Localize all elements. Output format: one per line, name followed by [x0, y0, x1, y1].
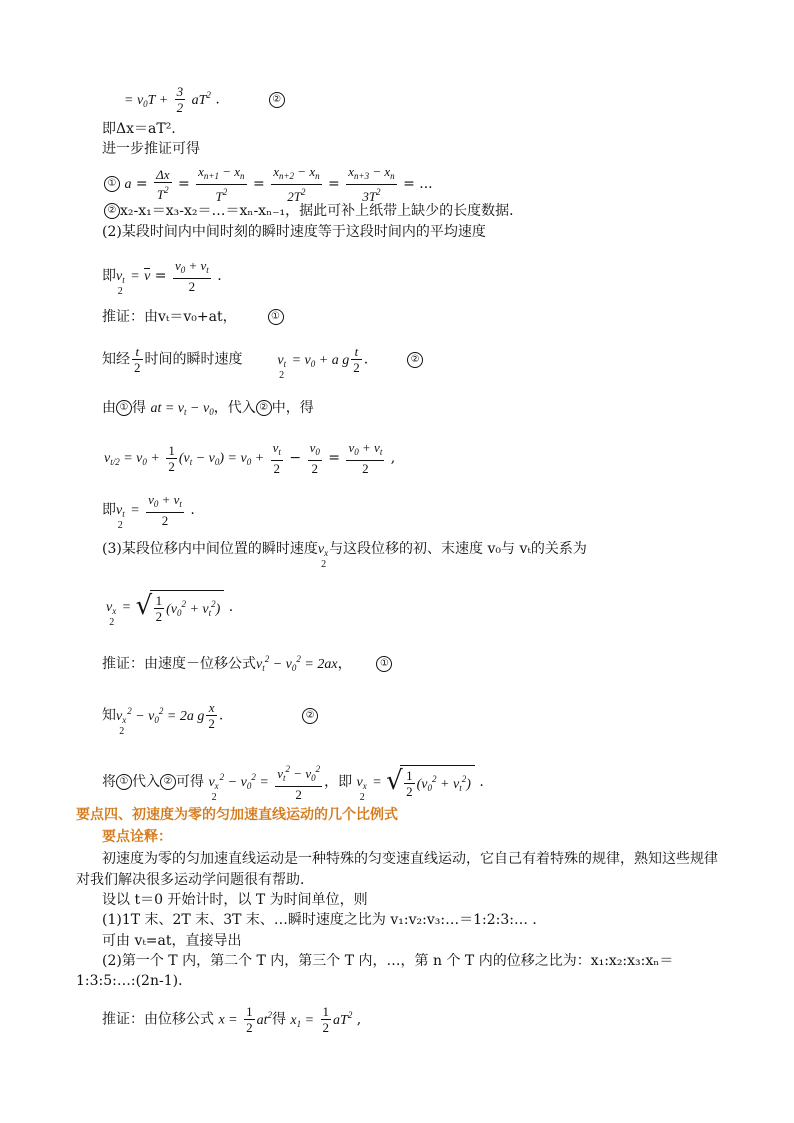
paragraph-velocity-ratio: (1)1T 末、2T 末、3T 末、…瞬时速度之比为 v₁:v₂:v₃:…＝1:2:3:… ．	[102, 912, 547, 928]
equation-marker-2: ②	[104, 203, 120, 219]
text-section-2: (2)某段时间内中间时刻的瞬时速度等于这段时间内的平均速度	[102, 224, 486, 240]
equation-marker-2: ②	[160, 774, 176, 790]
paragraph-time-origin: 设以 t＝0 开始计时，以 T 为时间单位，则	[102, 892, 368, 908]
paragraph-intro-line1: 初速度为零的匀加速直线运动是一种特殊的匀变速直线运动，它自己有着特殊的规律，熟知这些规律	[102, 851, 718, 867]
equation-mid-position-result: 将 ① 代入 ② 可得 $v_{x2}^2 - v_0^2$ = $\frac{v_t^2 - v_0^2}{2}$ ，即 $v_{x2}$ = √ $\frac{1}{2}$ $(v_0^2 + v_t^2)$ .	[102, 764, 484, 803]
section-heading: 要点四、初速度为零的匀加速直线运动的几个比例式	[76, 807, 398, 823]
equation-mid-time-velocity: 即$v_{t2} = v$ = $\frac{v_0 + v_t}{2}$ .	[102, 258, 222, 297]
equation-marker-2: ②	[256, 400, 272, 416]
equation-marker-1: ①	[116, 774, 132, 790]
period: .	[215, 91, 220, 108]
text-proof-velocity-formula: 推证：由vₜ＝v₀+at， ①	[102, 308, 284, 326]
subsection-heading: 要点诠释：	[102, 829, 172, 845]
paragraph-direct-derivation: 可由 vₜ=at，直接导出	[102, 933, 242, 949]
equation-marker-1: ①	[376, 656, 392, 672]
equation-marker-2: ②	[407, 352, 423, 368]
equation-half-time-velocity: 知经 $\frac{t}{2}$ 时间的瞬时速度 $v_{t2} = v_0 + a$ g $\frac{t}{2}$ . ②	[102, 344, 423, 375]
equation-marker-1: ①	[104, 176, 120, 192]
paragraph-displacement-ratio-line2: 1:3:5:…:(2n-1)．	[76, 973, 193, 989]
equation-displacement-formula: 推证：由位移公式 x = $\frac{1}{2}$ $at^2$得 $x_1$ = $\frac{1}{2}$ $aT^2$ ,	[102, 1004, 362, 1035]
paragraph-displacement-ratio-line1: (2)第一个 T 内，第二个 T 内，第三个 T 内，…，第 n 个 T 内的位移之比为：x₁:x₂:x₃:xₙ＝	[102, 953, 674, 969]
equation-marker-2: ②	[302, 708, 318, 724]
text-section-3: (3)某段位移内中间位置的瞬时速度$v_{x2}$与这段位移的初、末速度 v₀与 vₜ的关系为	[102, 541, 587, 570]
equation-half-displacement: 知$v_{x2}^2 - v_0^2 = 2a$ g $\frac{x}{2}$ . ②	[102, 700, 318, 731]
equation-displacement-line: = $v_0T$ + $\frac{3}{2}$ $aT^2$ . ②	[124, 84, 285, 115]
equation-marker-1: ①	[116, 400, 132, 416]
equation-acceleration-chain: ① a = $\frac{\Delta x}{T^2}$ = $\frac{x_{n+1} - x_n}{T^2}$ = $\frac{x_{n+2} - x_n}{2T^2}$ = $\frac{x_{n+3} - x_n}{3T^2}$ = ...	[104, 164, 433, 204]
equation-marker-1: ①	[268, 309, 284, 325]
equation-mid-position-velocity: $v_{x2}$ = √ $\frac{1}{2}$ $(v_0^2 + v_t^2)$ .	[106, 591, 234, 628]
consecutive-differences-text: x₂-x₁＝x₃-x₂＝…＝xₙ-xₙ₋₁，据此可补上纸带上缺少的长度数据．	[120, 203, 524, 219]
text-consecutive-differences	[104, 202, 523, 220]
text-substitution: 由 ① 得 at = $v_t - v_0$，代入 ② 中，得	[102, 400, 314, 417]
text-further-proof: 进一步推证可得	[102, 141, 200, 157]
text-proof-velocity-displacement: 推证：由速度－位移公式$v_t^2 - v_0^2 = 2ax$， ①	[102, 650, 392, 677]
equation-marker-2: ②	[269, 92, 285, 108]
text-delta-x: 即Δx＝aT².	[102, 121, 176, 137]
equation-mid-time-derivation: $v_{t/2} = v_0$ + $\frac{1}{2}$ $(v_t - v_0) = v_0$ + $\frac{v_t}{2}$ − $\frac{v_0}{2}$ = $\frac{v_0 + v_t}{2}$ ,	[104, 440, 396, 476]
equation-mid-time-result: 即$v_{t2}$ = $\frac{v_0 + v_t}{2}$ .	[102, 492, 195, 531]
paragraph-intro-line2: 对我们解决很多运动学问题很有帮助．	[76, 872, 314, 888]
